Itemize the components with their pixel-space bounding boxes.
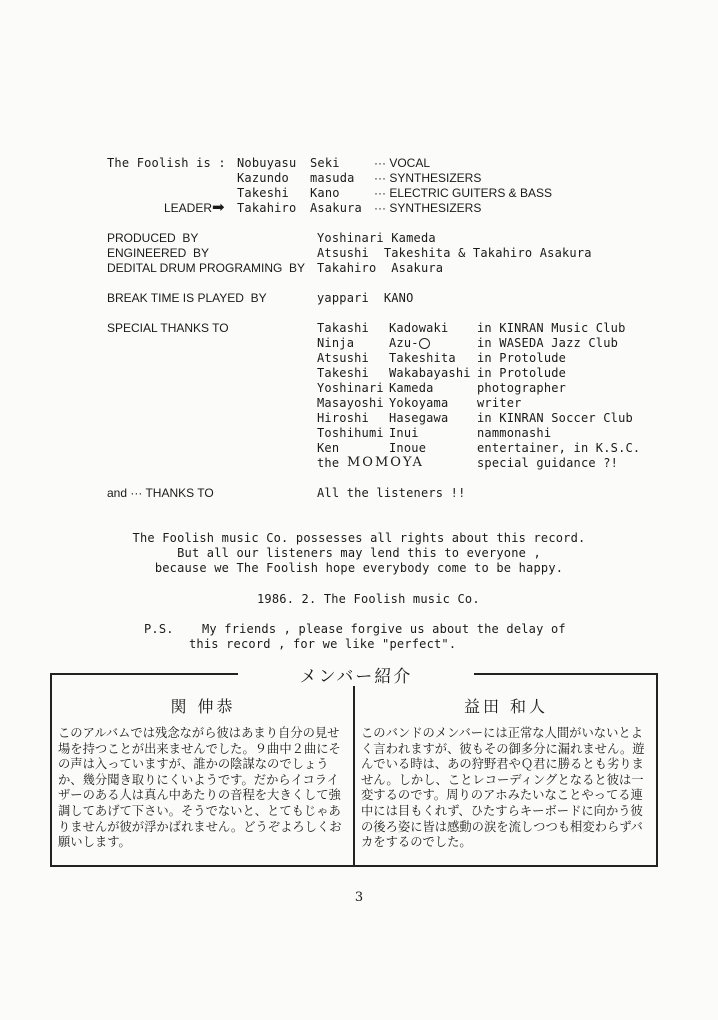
right-member-name: 益田 和人: [463, 697, 549, 716]
member-last-name: Seki: [310, 156, 340, 170]
box-divider: [353, 673, 355, 867]
member-last-name: Asakura: [310, 201, 362, 215]
thanks-last: [389, 336, 430, 350]
thanks-first: Yoshinari: [317, 381, 384, 395]
arrow-right-icon: ➡: [212, 198, 225, 216]
credit-value: yappari KANO: [317, 291, 414, 305]
rights-line: because we The Foolish hope everybody come to be happy.: [154, 561, 564, 575]
member-role: ··· SYNTHESIZERS: [374, 171, 482, 185]
thanks-note: in Protolude: [477, 351, 567, 365]
thanks-note: entertainer, in K.S.C.: [477, 441, 641, 455]
thanks-first: Ninja: [317, 336, 355, 350]
rights-line: The Foolish music Co. possesses all rights about this record.: [132, 531, 586, 545]
credit-label: PRODUCED BY: [107, 231, 199, 245]
member-last-name: Kano: [310, 186, 340, 200]
thanks-last: Takeshita: [389, 351, 456, 365]
thanks-note: special guidance ?!: [477, 456, 619, 470]
ps-label: P.S.: [144, 622, 174, 636]
member-role: ··· SYNTHESIZERS: [374, 201, 482, 215]
page-number: 3: [354, 890, 364, 905]
ps-line: My friends , please forgive us about the delay of: [202, 622, 566, 636]
member-role: ··· ELECTRIC GUITERS & BASS: [374, 186, 553, 200]
thanks-first: Takashi: [317, 321, 369, 335]
thanks-last: MOMOYA: [347, 455, 424, 470]
thanks-note: in WASEDA Jazz Club: [477, 336, 619, 350]
credit-label: BREAK TIME IS PLAYED BY: [107, 291, 267, 305]
member-first-name: Takahiro: [237, 201, 297, 215]
member-role: ··· VOCAL: [374, 156, 431, 170]
credit-value: Atsushi Takeshita & Takahiro Asakura: [317, 246, 592, 260]
thanks-first: Masayoshi: [317, 396, 384, 410]
thanks-note: writer: [477, 396, 522, 410]
thanks-last: Kameda: [389, 381, 434, 395]
thanks-note: in Protolude: [477, 366, 567, 380]
thanks-note: in KINRAN Soccer Club: [477, 411, 633, 425]
credit-value: Yoshinari Kameda: [317, 231, 436, 245]
thanks-last: Kadowaki: [389, 321, 449, 335]
credit-label: ENGINEERED BY: [107, 246, 210, 260]
thanks-first: the: [317, 456, 340, 470]
thanks-last: Wakabayashi: [389, 366, 471, 380]
left-member-text: このアルバムでは残念ながら彼はあまり自分の見せ場を持つことが出来ませんでした。９曲中２曲にその声は入っていますが、誰かの陰謀なのでしょうか、幾分聞き取りにくいようです。だからイコライザーのある人は真ん中あたりの音程を大きくして強調してあげて下さい。そうでないと、とてもじゃありませんが彼が浮かばれません。どうぞよろしくお願いします。: [58, 726, 342, 850]
thanks-last: Hasegawa: [389, 411, 449, 425]
thanks-last-text: Azu-: [389, 336, 419, 350]
thanks-last: Yokoyama: [389, 396, 449, 410]
thanks-first: Toshihumi: [317, 426, 384, 440]
member-first-name: Kazundo: [237, 171, 289, 185]
circle-icon: [419, 338, 430, 349]
ps-line: this record , for we like "perfect".: [189, 637, 457, 651]
thanks-note: nammonashi: [477, 426, 552, 440]
thanks-last: Inoue: [389, 441, 427, 455]
credit-value: Takahiro Asakura: [317, 261, 444, 275]
left-member-name: 関 伸恭: [170, 697, 236, 716]
thanks-note: in KINRAN Music Club: [477, 321, 626, 335]
thanks-first: Hiroshi: [317, 411, 369, 425]
thanks-first: Ken: [317, 441, 340, 455]
thanks-label: SPECIAL THANKS TO: [107, 321, 229, 335]
and-thanks-label: and ··· THANKS TO: [107, 486, 214, 500]
member-first-name: Takeshi: [237, 186, 289, 200]
thanks-last: Inui: [389, 426, 419, 440]
credit-label: DEDITAL DRUM PROGRAMING BY: [107, 261, 306, 275]
leader-label: LEADER: [164, 201, 213, 215]
thanks-note: photographer: [477, 381, 567, 395]
member-first-name: Nobuyasu: [237, 156, 297, 170]
thanks-first: Atsushi: [317, 351, 369, 365]
rights-line: But all our listeners may lend this to everyone ,: [177, 546, 541, 560]
date-line: 1986. 2. The Foolish music Co.: [257, 592, 480, 606]
box-title: メンバー紹介: [299, 667, 413, 687]
band-intro: The Foolish is :: [107, 156, 226, 170]
right-member-text: このバンドのメンバーには正常な人間がいないとよく言われますが、彼もその御多分に漏れません。遊んでいる時は、あの狩野君やＱ君に勝るとも劣りません。しかし、ことレコーディングとなると彼は一変するのです。周りのアホみたいなことやってる連中には目もくれず、ひたすらキーボードに向かう彼の後ろ姿に皆は感動の涙を流しつつも相変わらずバカをするのでした。: [361, 726, 645, 850]
thanks-first: Takeshi: [317, 366, 369, 380]
and-thanks-value: All the listeners !!: [317, 486, 466, 500]
member-last-name: masuda: [310, 171, 355, 185]
